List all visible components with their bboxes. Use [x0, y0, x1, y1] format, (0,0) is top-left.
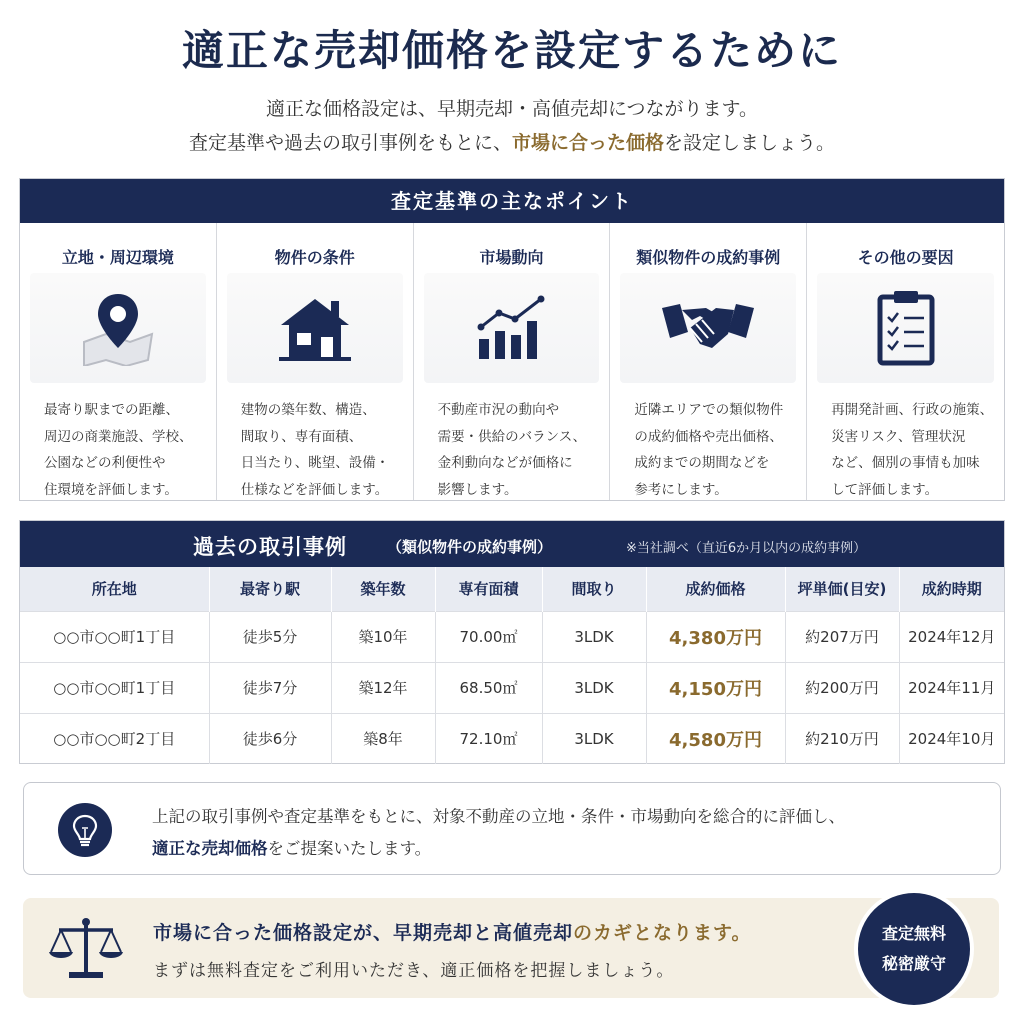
criteria-item-location	[20, 223, 217, 500]
table-cell: 72.10㎡	[435, 713, 542, 764]
criteria-item-comparables	[610, 223, 807, 500]
lightbulb-icon	[58, 803, 112, 857]
summary-highlight: 適正な売却価格	[152, 839, 268, 858]
criteria-text: 再開発計画、行政の施策、 災害リスク、管理状況 など、個別の事情も加味 して評価します。	[831, 402, 994, 498]
table-cell: ○○市○○町1丁目	[20, 611, 209, 662]
intro-line-1: 適正な価格設定は、早期売却・高値売却につながります。	[265, 98, 759, 120]
summary-line-2	[152, 835, 431, 859]
price-cell: 4,580万円	[646, 713, 785, 764]
column-header: 築年数	[331, 567, 435, 611]
table-row	[20, 611, 1004, 662]
table-cell: 約207万円	[785, 611, 899, 662]
intro-text: 査定基準や過去の取引事例をもとに、	[188, 132, 512, 154]
price-cell: 4,150万円	[646, 662, 785, 713]
intro-highlight: 市場に合った価格	[511, 132, 664, 154]
criteria-item-other	[807, 223, 1004, 500]
intro-text-end: を設定しましょう。	[664, 132, 836, 154]
column-header: 成約価格	[646, 567, 785, 611]
footer-box	[23, 898, 999, 998]
examples-panel	[19, 520, 1005, 764]
price-cell: 4,380万円	[646, 611, 785, 662]
table-cell: 3LDK	[542, 611, 646, 662]
criteria-panel	[19, 178, 1005, 501]
footer-highlight: 早期売却と高値売却	[393, 922, 574, 944]
table-cell: 68.50㎡	[435, 662, 542, 713]
table-row	[20, 713, 1004, 764]
criteria-heading: 査定基準の主なポイント	[20, 179, 1004, 223]
footer-subline: まずは無料査定をご利用いただき、適正価格を把握しましょう。	[153, 961, 675, 981]
table-header-row	[20, 567, 1004, 611]
criteria-text: 最寄り駅までの距離、 周辺の商業施設、学校、 公園などの利便性や 住環境を評価します。	[44, 402, 193, 498]
summary-line-1: 上記の取引事例や査定基準をもとに、対象不動産の立地・条件・市場動向を総合的に評価し、	[152, 807, 845, 826]
criteria-item-property	[217, 223, 414, 500]
table-cell: 徒歩7分	[209, 662, 331, 713]
column-header: 間取り	[542, 567, 646, 611]
summary-text: をご提案いたします。	[267, 839, 432, 858]
table-cell: 約210万円	[785, 713, 899, 764]
summary-box	[23, 782, 1001, 875]
criteria-title: 物件の条件	[274, 248, 355, 267]
examples-heading: 過去の取引事例	[193, 535, 347, 559]
page-title: 適正な売却価格を設定するために	[181, 26, 842, 75]
criteria-title: 立地・周辺環境	[61, 248, 174, 267]
criteria-text: 建物の築年数、構造、 間取り、専有面積、 日当たり、眺望、設備・ 仕様などを評価します。	[240, 402, 390, 498]
clipboard-checklist-icon	[817, 273, 994, 383]
examples-subheading: （類似物件の成約事例）	[387, 538, 553, 556]
criteria-item-market	[414, 223, 611, 500]
table-row	[20, 662, 1004, 713]
table-cell: 3LDK	[542, 662, 646, 713]
examples-note: ※当社調べ（直近6か月以内の成約事例）	[626, 541, 867, 556]
criteria-text: 近隣エリアでの類似物件 の成約価格や売出価格、 成約までの期間などを 参考にします。	[634, 402, 784, 498]
table-cell: 築10年	[331, 611, 435, 662]
criteria-title: 市場動向	[479, 248, 544, 267]
bar-chart-trend-icon	[424, 273, 600, 383]
table-cell: 徒歩6分	[209, 713, 331, 764]
footer-text: 市場に合った価格設定が、	[153, 922, 394, 944]
column-header: 最寄り駅	[209, 567, 331, 611]
column-header: 所在地	[20, 567, 209, 611]
handshake-icon	[620, 273, 796, 383]
scale-icon	[49, 916, 123, 984]
map-pin-icon	[30, 273, 206, 383]
intro-line-2	[0, 128, 1024, 155]
free-confidential-badge	[858, 893, 970, 1005]
table-cell: 約200万円	[785, 662, 899, 713]
column-header: 成約時期	[899, 567, 1004, 611]
table-cell: ○○市○○町1丁目	[20, 662, 209, 713]
table-cell: 築8年	[331, 713, 435, 764]
table-cell: 2024年12月	[899, 611, 1004, 662]
footer-headline	[153, 918, 752, 945]
footer-text-end: のカギとなります。	[573, 922, 752, 944]
table-cell: 徒歩5分	[209, 611, 331, 662]
table-cell: 2024年11月	[899, 662, 1004, 713]
house-icon	[227, 273, 403, 383]
criteria-text: 不動産市況の動向や 需要・供給のバランス、 金利動向などが価格に 影響します。	[437, 402, 587, 498]
table-cell: 3LDK	[542, 713, 646, 764]
criteria-title: 類似物件の成約事例	[636, 248, 781, 267]
table-cell: 70.00㎡	[435, 611, 542, 662]
table-cell: ○○市○○町2丁目	[20, 713, 209, 764]
table-cell: 2024年10月	[899, 713, 1004, 764]
badge-line-1: 査定無料	[881, 924, 946, 943]
badge-line-2: 秘密厳守	[881, 954, 946, 973]
table-cell: 築12年	[331, 662, 435, 713]
column-header: 坪単価(目安)	[785, 567, 899, 611]
criteria-title: その他の要因	[857, 248, 954, 267]
column-header: 専有面積	[435, 567, 542, 611]
examples-table	[20, 567, 1004, 764]
